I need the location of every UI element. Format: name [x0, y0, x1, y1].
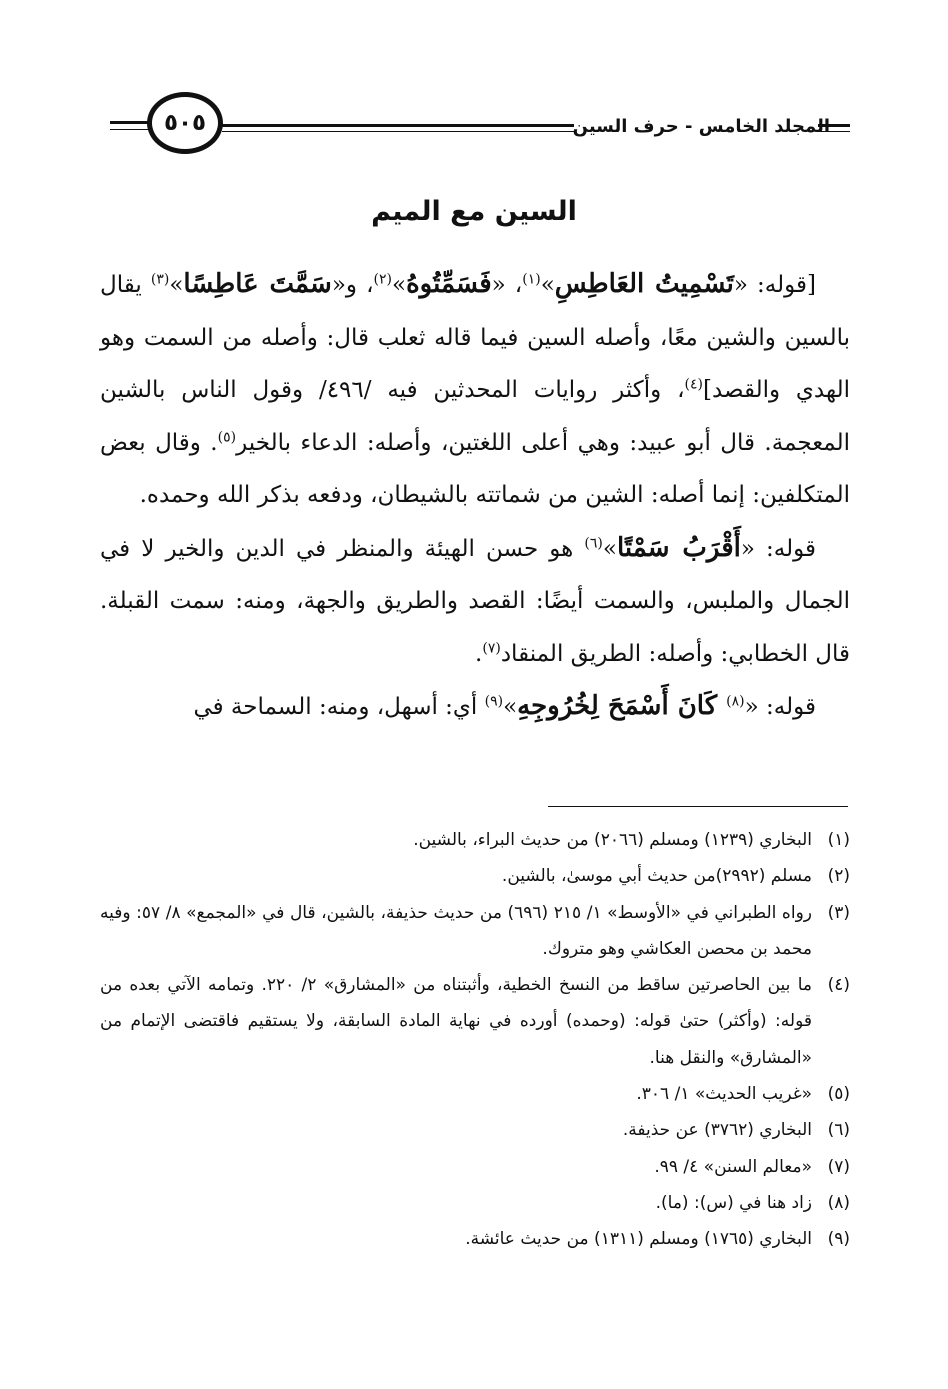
hadith-phrase: تَسْمِيتُ العَاطِسِ: [554, 269, 734, 299]
footnote-text: البخاري (١٧٦٥) ومسلم (١٣١١) من حديث عائشة.: [465, 1229, 812, 1250]
footnote-text: «معالم السنن» ٤/ ٩٩.: [654, 1156, 812, 1177]
footnote-number: (٣): [827, 902, 850, 923]
hadith-phrase: فَسَمِّتُوهُ: [406, 269, 492, 299]
footnote-item: [100, 858, 850, 894]
footnote-number: (٢): [827, 866, 850, 887]
footnote-item: [100, 1221, 850, 1257]
paragraph: قوله: «$^{(٨)}$ كَانَ أَسْمَحَ لِخُرُوجِهِ»$^{(٩)}$ أي: أسهل، ومنه: السماحة في: [193, 691, 816, 721]
paragraph: قوله: «أَقْرَبُ سَمْتًا»$^{(٦)}$ هو حسن الهيئة والمنظر في الدين والخير لا في الجمال والملبس، والسمت أيضًا: القصد والطريق والجهة، ومنه: سمت القبلة. قال الخطابي: وأصله: الطريق المنقاد$^{(٧)}$.: [100, 532, 850, 667]
hadith-phrase: كَانَ أَسْمَحَ لِخُرُوجِهِ: [517, 691, 727, 721]
footnote-number: (٩): [827, 1229, 850, 1250]
footnote-number: (٥): [827, 1084, 850, 1105]
footnote-text: مسلم (٢٩٩٢)من حديث أبي موسىٰ، بالشين.: [501, 866, 812, 887]
hadith-phrase: أَقْرَبُ سَمْتًا: [616, 532, 741, 563]
paragraph: [قوله: «تَسْمِيتُ العَاطِسِ»$^{(١)}$، «فَسَمِّتُوهُ»$^{(٢)}$، و«سَمَّتَ عَاطِسًا»$^{(٣)}$ يقال بالسين والشين معًا، وأصله السين فيما قاله ثعلب قال: وأصله من السمت وهو الهدي والقصد]$^{(٤)}$، وأكثر روايات المحدثين فيه /٤٩٦/ وقول الناس بالشين المعجمة. قال أبو عبيد: وهي أعلى اللغتين، وأصله: الدعاء بالخير$^{(٥)}$. وقال بعض المتكلفين: إنما أصله: الشين من شماتته بالشيطان، ودفعه بذكر الله وحمده.: [100, 269, 850, 508]
footnote-number: (٦): [827, 1120, 850, 1141]
body-text: [100, 258, 850, 734]
header-rule-left-thin: [110, 129, 150, 130]
footnote-text: البخاري (١٢٣٩) ومسلم (٢٠٦٦) من حديث البراء، بالشين.: [413, 830, 812, 850]
footnote-text: رواه الطبراني في «الأوسط» ١/ ٢١٥ (٦٩٦) من حديث حذيفة، بالشين، قال في «المجمع» ٨/ ٥٧: وفيه محمد بن محصن العكاشي وهو متروك.: [100, 902, 812, 959]
footnote-item: [100, 1112, 850, 1148]
footnote-ref[interactable]: (٢): [373, 271, 392, 288]
footnote-item: [100, 1076, 850, 1112]
footnote-item: [100, 1149, 850, 1185]
page-number-oval: [147, 92, 223, 154]
footnote-number: (١): [827, 830, 850, 850]
footnote-number: (٤): [827, 975, 850, 996]
footnote-ref[interactable]: (٩): [484, 693, 504, 710]
footnote-ref[interactable]: (٧): [482, 639, 501, 656]
footnote-item: [100, 895, 850, 968]
hadith-phrase: سَمَّتَ عَاطِسًا: [183, 269, 332, 299]
footnote-text: «غريب الحديث» ١/ ٣٠٦.: [636, 1084, 812, 1105]
footnote-number: (٧): [827, 1156, 850, 1177]
footnote-text: البخاري (٣٧٦٢) عن حذيفة.: [622, 1120, 812, 1141]
footnote-ref[interactable]: (٤): [684, 376, 703, 393]
page-number: ٥٠٥: [163, 110, 207, 136]
footnote-item: [100, 822, 850, 858]
running-title: المجلد الخامس - حرف السين: [572, 116, 830, 137]
header-rule-middle-thin: [222, 131, 574, 132]
footnotes: [100, 822, 850, 1258]
footnote-text: ما بين الحاصرتين ساقط من النسخ الخطية، وأثبتناه من «المشارق» ٢/ ٢٢٠. وتمامه الآتي بعده من قوله: (وأكثر) حتىٰ قوله: (وحمده) أورده في نهاية المادة السابقة، ولا يستقيم فاقتضى الإتمام من «المشارق» والنقل هنا.: [100, 975, 812, 1068]
footnote-ref[interactable]: (٥): [217, 428, 237, 445]
footnote-item: [100, 1185, 850, 1221]
footnote-separator: [548, 806, 848, 807]
header-rule-left: [110, 121, 150, 124]
footnote-number: (٨): [827, 1192, 850, 1213]
footnote-ref[interactable]: (٨): [726, 693, 745, 710]
header-rule-middle: [222, 124, 574, 127]
footnote-ref[interactable]: (١): [522, 271, 541, 288]
section-title: السين مع الميم: [371, 196, 577, 227]
footnote-ref[interactable]: (٦): [584, 534, 603, 551]
footnote-ref[interactable]: (٣): [150, 271, 170, 288]
footnote-text: زاد هنا في (س): (ما).: [655, 1192, 812, 1213]
footnote-item: [100, 967, 850, 1076]
